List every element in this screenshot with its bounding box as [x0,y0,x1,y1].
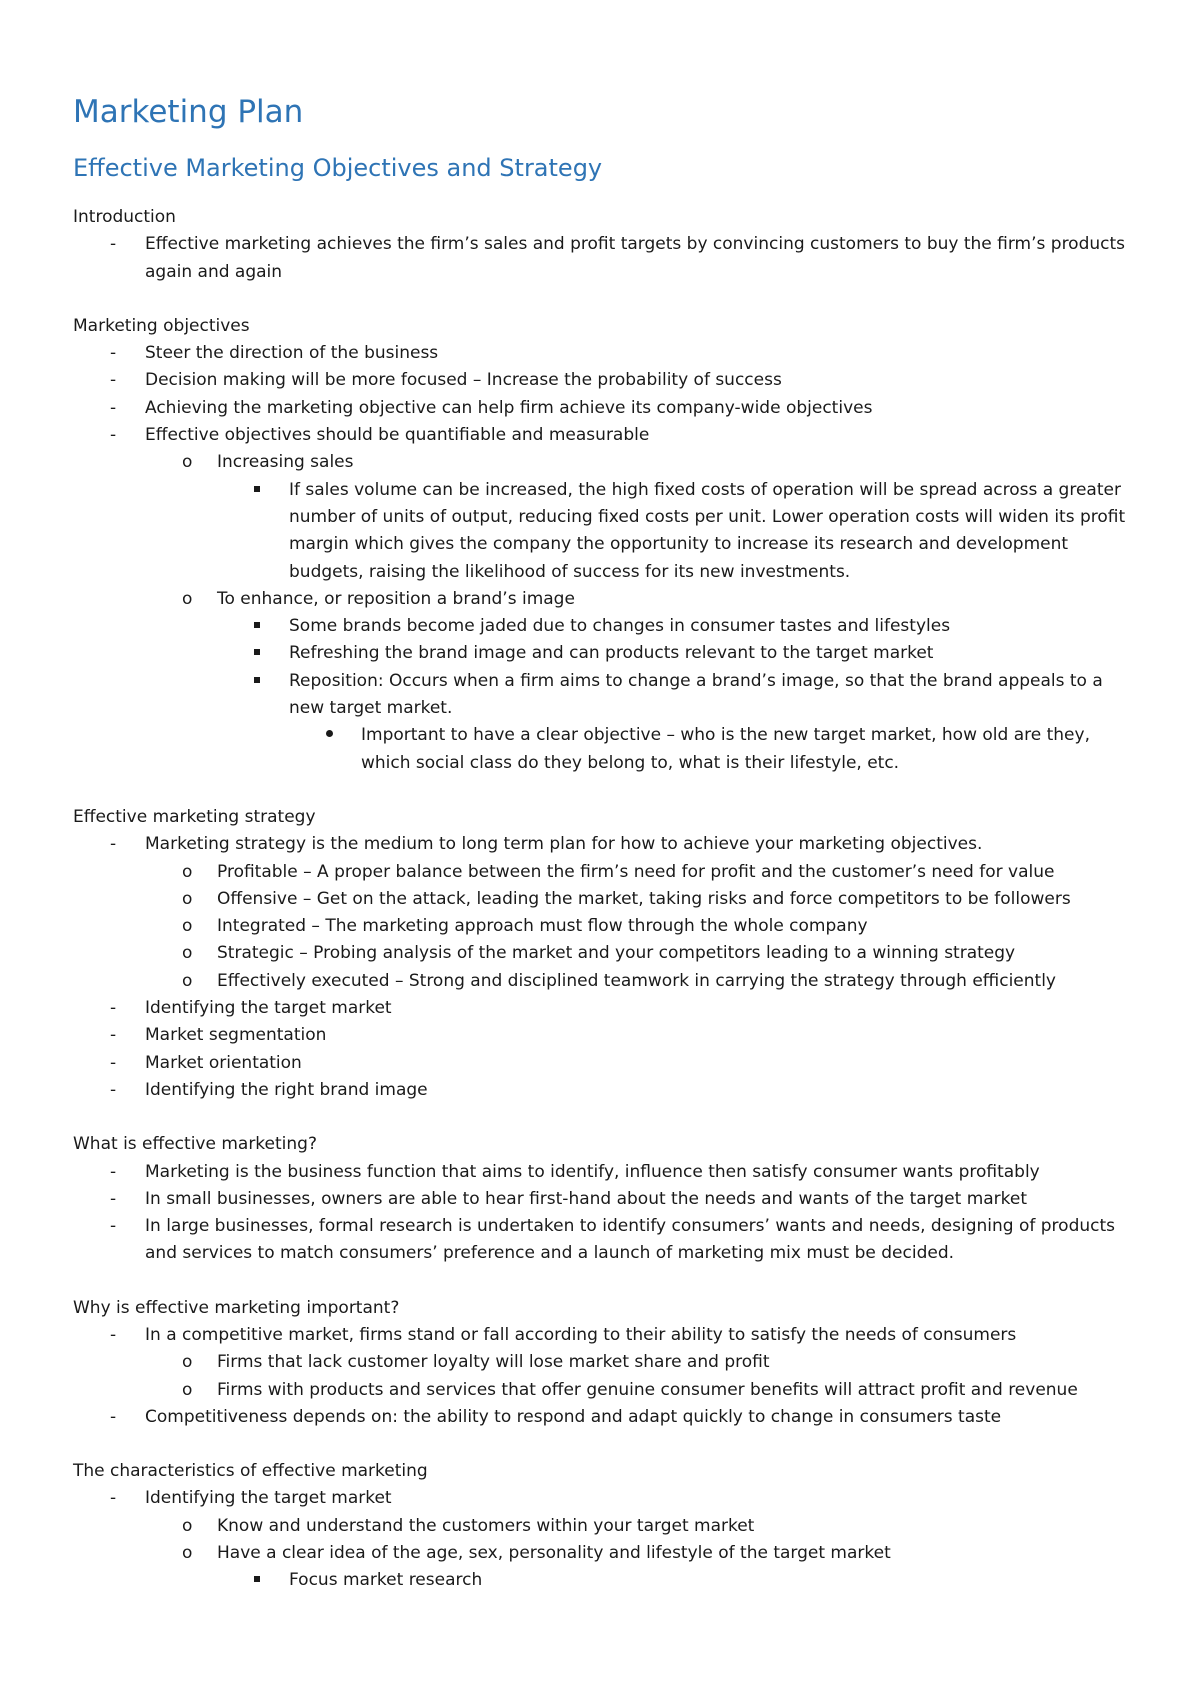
list-item-text: Strategic – Probing analysis of the market and your competitors leading to a winning strategy [217,943,1016,964]
dash-bullet-icon: - [110,1216,117,1237]
circle-bullet-icon: o [182,452,193,473]
list-item-text: In large businesses, formal research is undertaken to identify consumers’ wants and needs, designing of products and services to match consumers’ preference and a launch of marketing mix must be decided. [145,1216,1116,1264]
bullet-list-level-3 [217,613,1140,777]
bullet-list-level-2 [145,859,1140,995]
square-bullet-icon [254,640,274,667]
list-item [289,722,1140,777]
list-item-text: Effectively executed – Strong and disciplined teamwork in carrying the strategy through efficiently [217,970,1056,991]
section-heading: The characteristics of effective marketing [73,1461,428,1482]
list-item-text: Integrated – The marketing approach must flow through the whole company [217,916,868,937]
list-item [145,1540,1140,1595]
circle-bullet-icon: o [182,916,193,937]
section [73,313,1140,777]
list-item [73,1077,1140,1104]
dash-bullet-icon: - [110,370,117,391]
list-item [73,231,1140,286]
list-item-text: Effective objectives should be quantifiable and measurable [145,425,650,446]
list-item [73,1159,1140,1186]
list-item [73,1404,1140,1431]
list-item [145,913,1140,940]
bullet-list-level-2 [145,1349,1140,1404]
circle-bullet-icon: o [182,1543,193,1564]
dash-bullet-icon: - [110,1406,117,1427]
dash-bullet-icon: - [110,425,117,446]
section-heading: Marketing objectives [73,315,250,336]
list-item-text: Have a clear idea of the age, sex, personality and lifestyle of the target market [217,1543,891,1564]
list-item-text: Identifying the target market [145,998,392,1019]
section-heading: What is effective marketing? [73,1134,317,1155]
square-shape [254,649,260,655]
list-item [145,1349,1140,1376]
section [73,1458,1140,1594]
list-item-text: Firms that lack customer loyalty will lose market share and profit [217,1352,770,1373]
square-bullet-icon [254,477,274,504]
list-item [73,422,1140,777]
section [73,804,1140,1104]
page-subtitle: Effective Marketing Objectives and Strategy [73,154,603,182]
bullet-list-level-3 [217,477,1140,586]
list-item [145,586,1140,777]
square-shape [254,677,260,683]
list-item-text: Market segmentation [145,1025,327,1046]
bullet-list-level-3 [217,1567,1140,1594]
list-item [145,886,1140,913]
list-item [73,995,1140,1022]
list-item-text: To enhance, or reposition a brand’s image [217,588,575,609]
list-item [145,1513,1140,1540]
circle-bullet-icon: o [182,861,193,882]
list-item-text: In small businesses, owners are able to hear first-hand about the needs and wants of the target market [145,1188,1028,1209]
circle-bullet-icon: o [182,943,193,964]
list-item [73,1186,1140,1213]
list-item-text: Refreshing the brand image and can products relevant to the target market [289,643,934,664]
list-item-text: Focus market research [289,1570,483,1591]
dash-bullet-icon: - [110,397,117,418]
dash-bullet-icon: - [110,1025,117,1046]
bullet-list-level-1 [73,231,1140,286]
list-item-text: Firms with products and services that offer genuine consumer benefits will attract profit and revenue [217,1379,1078,1400]
list-item [73,1485,1140,1594]
list-item-text: Identifying the target market [145,1488,392,1509]
list-item [145,968,1140,995]
list-item-text: Marketing strategy is the medium to long term plan for how to achieve your marketing objectives. [145,834,983,855]
bullet-list-level-4 [289,722,1140,777]
dash-bullet-icon: - [110,1079,117,1100]
list-item-text: In a competitive market, firms stand or fall according to their ability to satisfy the needs of consumers [145,1324,1017,1345]
dash-bullet-icon: - [110,343,117,364]
bullet-list-level-1 [73,1322,1140,1431]
square-shape [254,622,260,628]
list-item [73,340,1140,367]
list-item-text: Decision making will be more focused – Increase the probability of success [145,370,782,391]
dash-bullet-icon: - [110,834,117,855]
square-bullet-icon [254,668,274,695]
section [73,1131,1140,1267]
list-item [145,859,1140,886]
dash-bullet-icon: - [110,1161,117,1182]
dash-bullet-icon: - [110,234,117,255]
list-item [217,640,1140,667]
dash-bullet-icon: - [110,1324,117,1345]
list-item-text: Some brands become jaded due to changes in consumer tastes and lifestyles [289,616,951,637]
list-item-text: Achieving the marketing objective can help firm achieve its company-wide objectives [145,397,873,418]
square-bullet-icon [254,1567,274,1594]
list-item [73,1050,1140,1077]
list-item-text: Market orientation [145,1052,302,1073]
list-item [217,1567,1140,1594]
section-heading: Why is effective marketing important? [73,1297,400,1318]
dot-bullet-icon [326,722,346,749]
list-item [73,831,1140,995]
list-item-text: Offensive – Get on the attack, leading the market, taking risks and force competitors to be followers [217,888,1071,909]
list-item-text: Competitiveness depends on: the ability to respond and adapt quickly to change in consumers taste [145,1406,1002,1427]
bullet-list-level-1 [73,1485,1140,1594]
list-item [73,1022,1140,1049]
list-item [145,940,1140,967]
section [73,1295,1140,1431]
list-item [73,395,1140,422]
page-title: Marketing Plan [73,94,304,130]
section [73,204,1140,286]
circle-bullet-icon: o [182,588,193,609]
circle-bullet-icon: o [182,1379,193,1400]
list-item-text: Increasing sales [217,452,354,473]
list-item-text: Important to have a clear objective – who is the new target market, how old are they, which social class do they belong to, what is their lifestyle, etc. [361,725,1090,773]
list-item [145,449,1140,585]
list-item-text: Identifying the right brand image [145,1079,428,1100]
square-shape [254,486,260,492]
list-item [73,367,1140,394]
circle-bullet-icon: o [182,1515,193,1536]
list-item-text: Reposition: Occurs when a firm aims to change a brand’s image, so that the brand appeals to a new target market. [289,670,1103,719]
list-item [73,1322,1140,1404]
list-item [145,1377,1140,1404]
list-item [73,1213,1140,1268]
document-body [73,204,1140,1595]
section-heading: Effective marketing strategy [73,806,316,827]
dash-bullet-icon: - [110,998,117,1019]
list-item-text: Know and understand the customers within your target market [217,1515,755,1536]
bullet-list-level-2 [145,449,1140,777]
list-item-text: If sales volume can be increased, the high fixed costs of operation will be spread across a greater number of units of output, reducing fixed costs per unit. Lower operation costs will widen its profit margin which gives the company the opportunity to increase its research and development budgets, raising the likelihood of success for its new investments. [289,479,1126,582]
square-shape [254,1576,260,1582]
list-item-text: Marketing is the business function that aims to identify, influence then satisfy consumer wants profitably [145,1161,1040,1182]
bullet-list-level-1 [73,1159,1140,1268]
list-item [217,668,1140,777]
circle-bullet-icon: o [182,888,193,909]
dot-shape [326,730,333,737]
list-item [217,477,1140,586]
section-heading: Introduction [73,207,176,227]
bullet-list-level-1 [73,340,1140,777]
dash-bullet-icon: - [110,1188,117,1209]
square-bullet-icon [254,613,274,640]
list-item-text: Profitable – A proper balance between the firm’s need for profit and the customer’s need for value [217,861,1055,882]
dash-bullet-icon: - [110,1052,117,1073]
bullet-list-level-2 [145,1513,1140,1595]
list-item [217,613,1140,640]
bullet-list-level-1 [73,831,1140,1104]
circle-bullet-icon: o [182,1352,193,1373]
dash-bullet-icon: - [110,1488,117,1509]
list-item-text: Steer the direction of the business [145,343,439,364]
circle-bullet-icon: o [182,970,193,991]
list-item-text: Effective marketing achieves the firm’s sales and profit targets by convincing customers to buy the firm’s products again and again [145,234,1126,282]
